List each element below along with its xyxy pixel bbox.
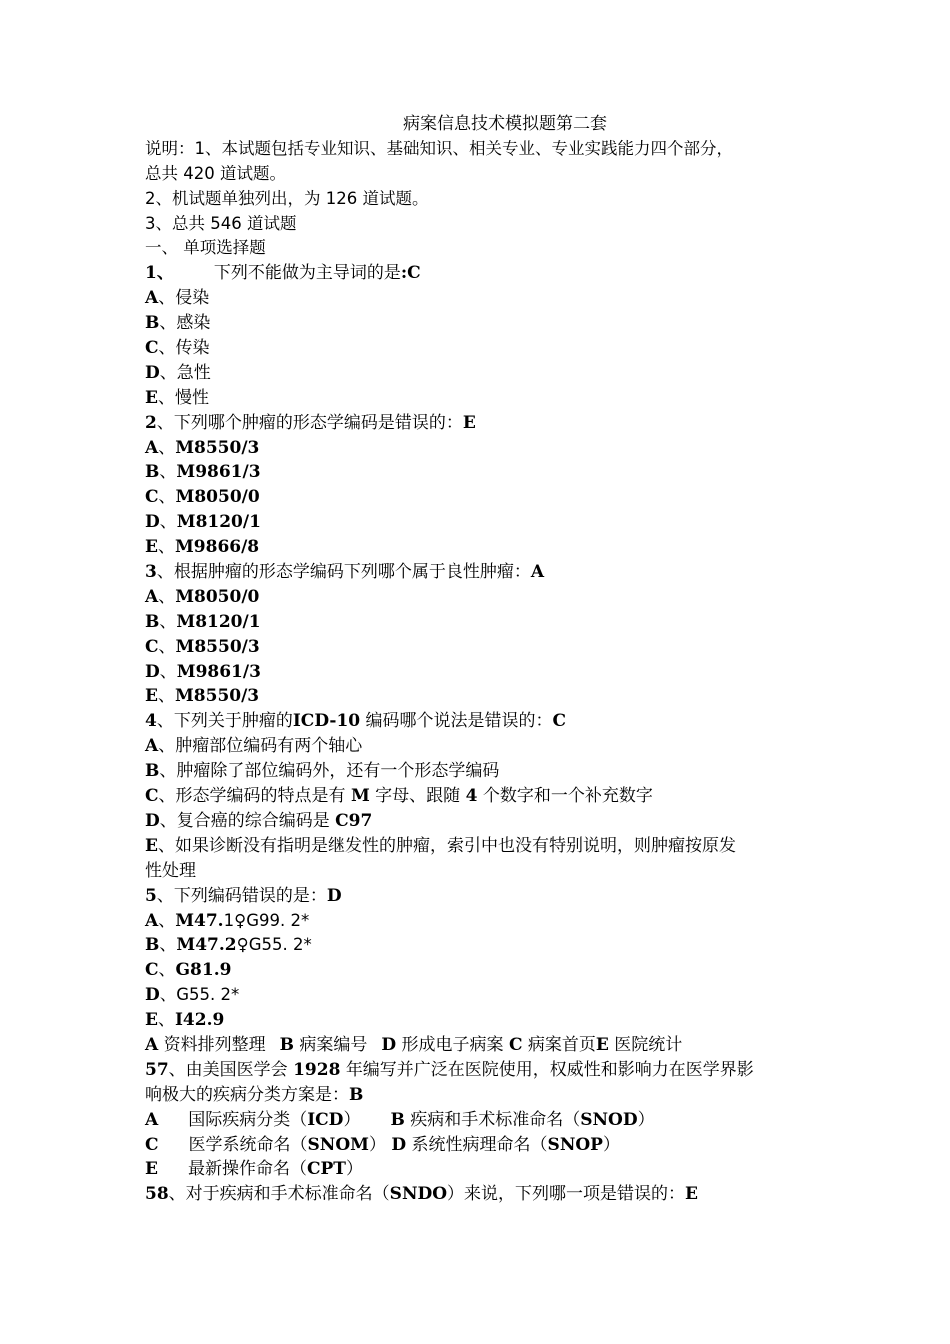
question-57: 57、由美国医学会 1928 年编写并广泛在医院使用，权威性和影响力在医学界影 — [145, 1059, 754, 1080]
option: D、M8120/1 — [145, 512, 261, 533]
question-58: 58、对于疾病和手术标准命名（SNDO）来说，下列哪一项是错误的：E — [145, 1184, 699, 1205]
option: D、急性 — [145, 362, 211, 383]
question-3: 3、根据肿瘤的形态学编码下列哪个属于良性肿瘤：A — [145, 562, 545, 583]
intro-line-3: 2、机试题单独列出，为 126 道试题。 — [145, 188, 429, 208]
option: A、肿瘤部位编码有两个轴心 — [145, 736, 363, 757]
option: E、慢性 — [145, 387, 209, 408]
option: B、M9861/3 — [145, 462, 261, 483]
page-title: 病案信息技术模拟题第二套 — [403, 114, 607, 134]
option: B、肿瘤除了部位编码外，还有一个形态学编码 — [145, 761, 500, 782]
option: B、M47.2♀G55. 2* — [145, 935, 312, 956]
option: C、形态学编码的特点是有 M 字母、跟随 4 个数字和一个补充数字 — [145, 786, 653, 807]
intro-line-4: 3、总共 546 道试题 — [145, 213, 297, 233]
option: C、M8050/0 — [145, 487, 260, 508]
option: E、M9866/8 — [145, 537, 260, 558]
section-heading: 一、 单项选择题 — [145, 238, 266, 258]
option-row: E 最新操作命名（CPT） — [145, 1159, 363, 1180]
option-continued: 性处理 — [145, 860, 196, 881]
option: C、传染 — [145, 338, 210, 359]
options-row: A 资料排列整理 B 病案编号 D 形成电子病案 C 病案首页E 医院统计 — [145, 1034, 683, 1055]
option: A、M8050/0 — [145, 586, 260, 607]
intro-line-2: 总共 420 道试题。 — [145, 163, 286, 183]
question-1: 1、 下列不能做为主导词的是:C — [145, 263, 421, 284]
question-4: 4、下列关于肿瘤的ICD-10 编码哪个说法是错误的：C — [145, 711, 567, 732]
question-2: 2、下列哪个肿瘤的形态学编码是错误的：E — [145, 412, 476, 433]
option: B、感染 — [145, 313, 211, 334]
option: C、M8550/3 — [145, 636, 260, 657]
option: C、G81.9 — [145, 960, 232, 981]
option-row: A 国际疾病分类（ICD） B 疾病和手术标准命名（SNOD） — [145, 1109, 655, 1130]
option: D、G55. 2* — [145, 985, 240, 1006]
option: B、M8120/1 — [145, 611, 261, 632]
question-5: 5、下列编码错误的是：D — [145, 885, 342, 906]
option: E、M8550/3 — [145, 686, 260, 707]
document-page — [145, 112, 825, 1207]
option: E、I42.9 — [145, 1010, 225, 1031]
option-row: C 医学系统命名（SNOM） D 系统性病理命名（SNOP） — [145, 1134, 620, 1155]
option: A、M8550/3 — [145, 437, 260, 458]
option: A、侵染 — [145, 288, 210, 309]
option: A、M47.1♀G99. 2* — [145, 910, 310, 931]
option: E、如果诊断没有指明是继发性的肿瘤，索引中也没有特别说明，则肿瘤按原发 — [145, 835, 736, 856]
option: D、M9861/3 — [145, 661, 261, 682]
intro-line-1: 说明：1、本试题包括专业知识、基础知识、相关专业、专业实践能力四个部分， — [145, 138, 733, 158]
question-57-continued: 响极大的疾病分类方案是：B — [145, 1084, 364, 1105]
option: D、复合癌的综合编码是 C97 — [145, 810, 373, 831]
